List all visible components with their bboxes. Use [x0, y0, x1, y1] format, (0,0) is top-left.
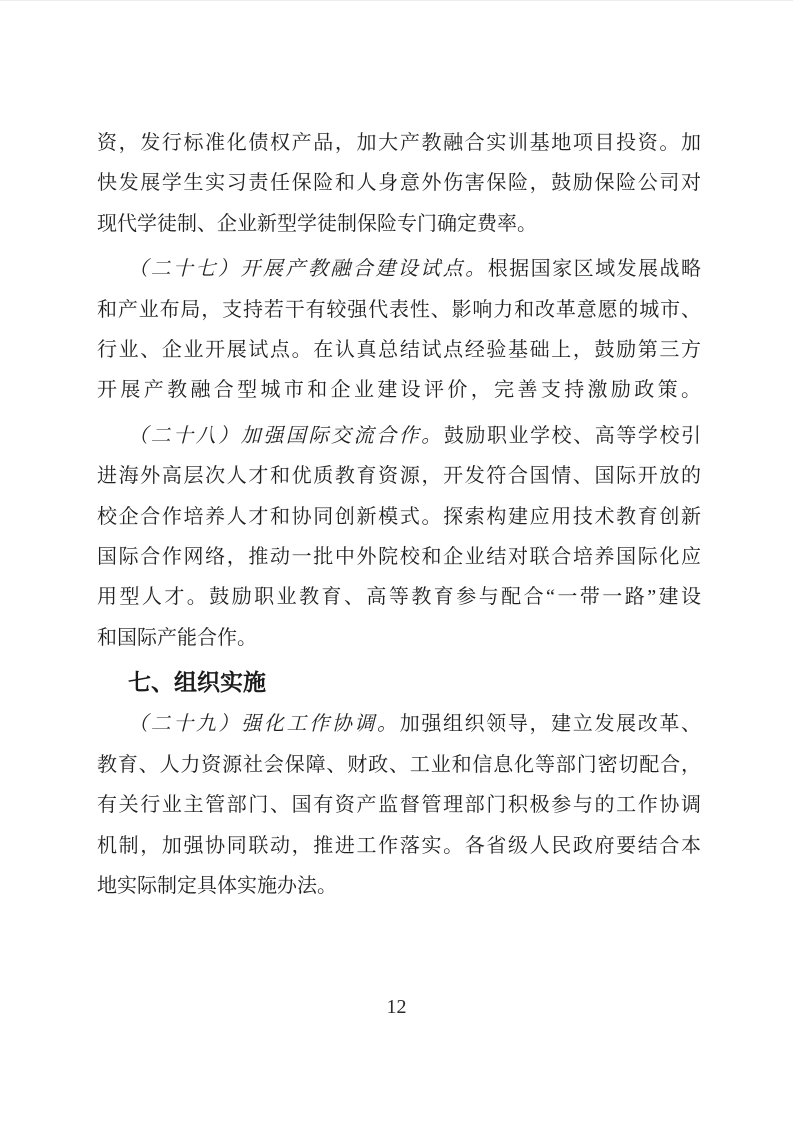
section-heading: 七、组织实施 — [128, 669, 266, 696]
text-line: 资，发行标准化债权产品，加大产教融合实训基地项目投资。加 — [97, 132, 701, 154]
paragraph-28 — [97, 416, 701, 658]
paragraph-28-lead: （二十八）加强国际交流合作。 — [128, 424, 444, 447]
paragraph-27-lead: （二十七）开展产教融合建设试点。 — [128, 258, 488, 281]
paragraph-27 — [97, 249, 701, 411]
text-line: 和国际产能合作。 — [97, 626, 257, 649]
text-line: 现代学徒制、企业新型学徒制保险专门确定费率。 — [97, 212, 537, 235]
text-line: 快发展学生实习责任保险和人身意外伤害保险，鼓励保险公司对 — [97, 172, 701, 195]
text-line: 行业、企业开展试点。在认真总结试点经验基础上，鼓励第三方 — [97, 338, 701, 361]
text-run: 根据国家区域发展战略 — [487, 258, 701, 281]
text-line: 国际合作网络，推动一批中外院校和企业结对联合培养国际化应 — [97, 545, 701, 568]
text-run: 加强组织领导，建立发展改革、 — [399, 713, 701, 736]
text-line: 机制，加强协同联动，推进工作落实。各省级人民政府要结合本 — [97, 834, 701, 857]
page-number: 12 — [386, 996, 407, 1018]
paragraph-26-continuation — [97, 123, 701, 244]
text-line — [97, 704, 701, 744]
paragraph-29 — [97, 704, 701, 906]
document-content — [97, 123, 701, 906]
text-run: 鼓励职业学校、高等学校引 — [443, 424, 701, 447]
text-line — [97, 416, 701, 456]
text-line: 校企合作培养人才和协同创新模式。探索构建应用技术教育创新 — [97, 505, 701, 528]
text-line — [97, 249, 701, 289]
text-line: 和产业布局，支持若干有较强代表性、影响力和改革意愿的城市、 — [97, 298, 701, 321]
paragraph-29-lead: （二十九）强化工作协调。 — [128, 713, 400, 736]
text-line: 地实际制定具体实施办法。 — [97, 875, 337, 898]
text-line: 开展产教融合型城市和企业建设评价，完善支持激励政策。 — [97, 379, 701, 402]
text-line: 有关行业主管部门、国有资产监督管理部门积极参与的工作协调 — [97, 794, 701, 817]
text-line: 进海外高层次人才和优质教育资源，开发符合国情、国际开放的 — [97, 465, 701, 488]
text-line: 教育、人力资源社会保障、财政、工业和信息化等部门密切配合， — [97, 753, 701, 776]
text-line: 用型人才。鼓励职业教育、高等教育参与配合“一带一路”建设 — [97, 586, 701, 609]
